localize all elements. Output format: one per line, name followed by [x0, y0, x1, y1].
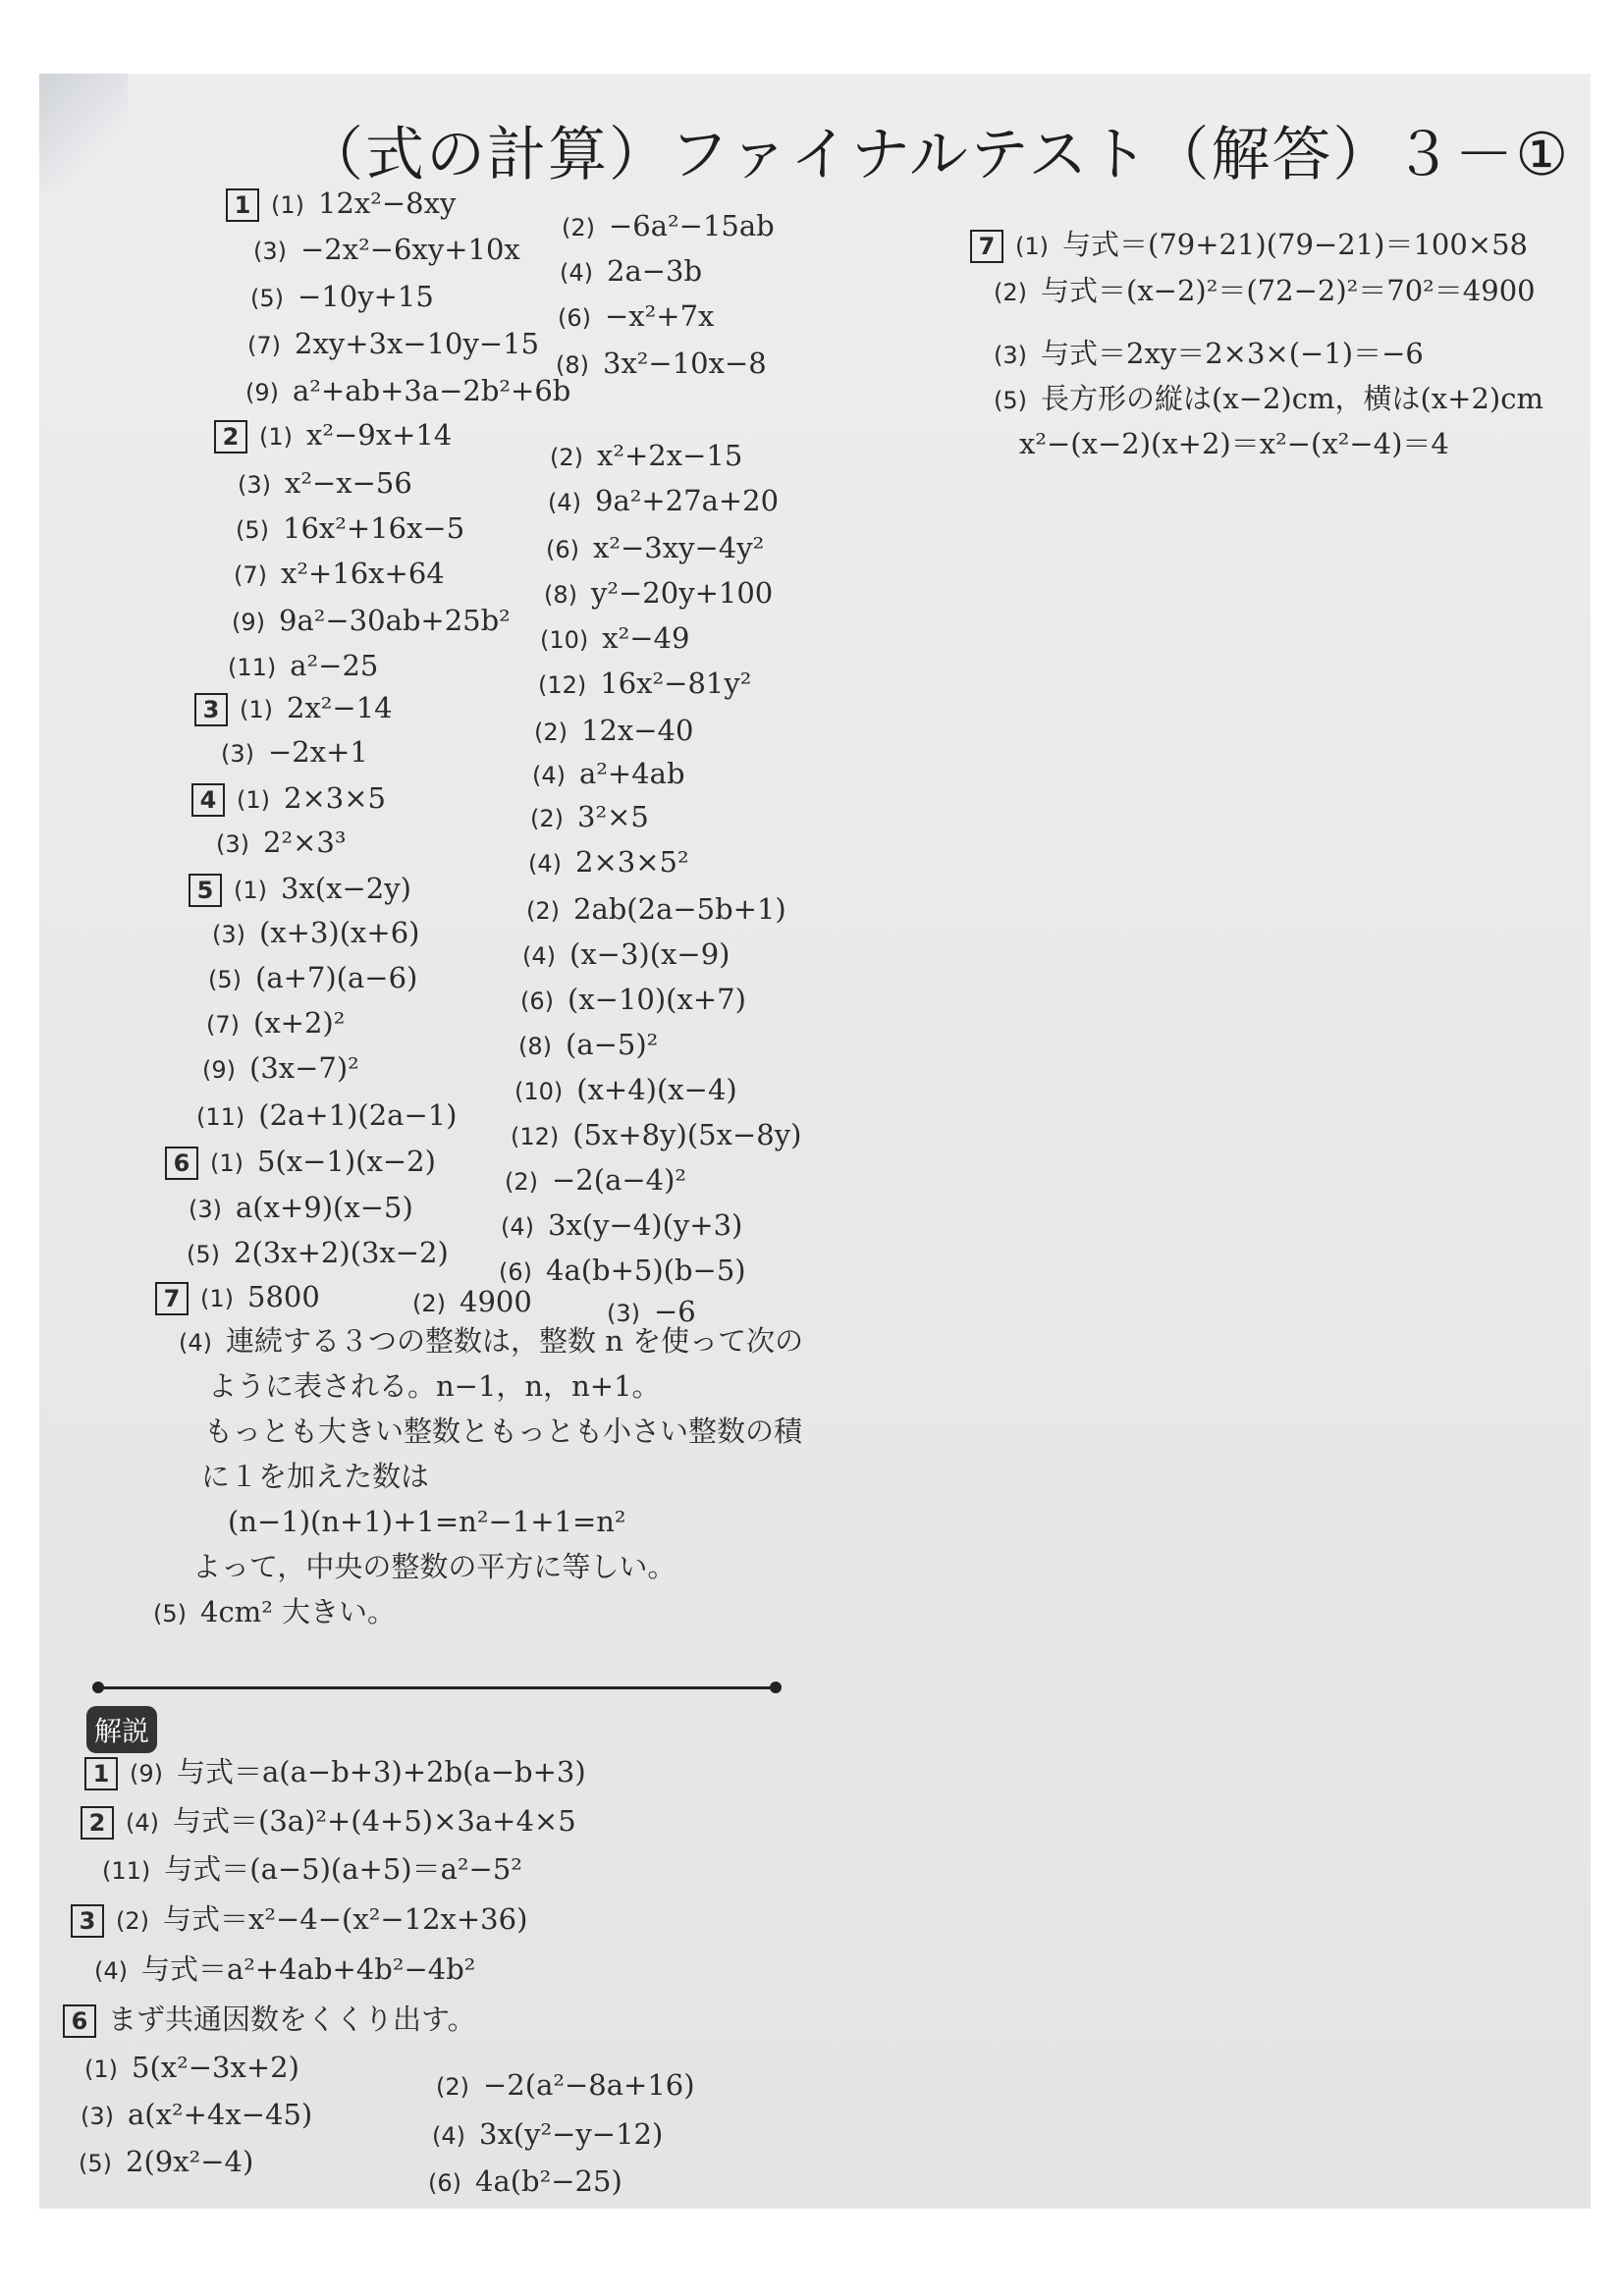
q2-2: (2) x²+2x−15	[550, 439, 743, 472]
separator-dot-right	[770, 1682, 782, 1693]
q5-7: (7) (x+2)²	[206, 1006, 346, 1040]
r7-3: (3) 与式＝2xy＝2×3×(−1)＝−6	[994, 337, 1424, 370]
q3-2: (2) 12x−40	[534, 714, 694, 747]
kaisetsu-line-6: 6 まず共通因数をくくり出す。	[63, 2004, 476, 2038]
q1-7: (7) 2xy+3x−10y−15	[247, 327, 540, 360]
r7-2: (2) 与式＝(x−2)²＝(72−2)²＝70²＝4900	[994, 274, 1536, 307]
q2-11: (11) a²−25	[228, 649, 379, 682]
q2-6: (6) x²−3xy−4y²	[546, 531, 765, 564]
q7-4-line2: ように表される。n−1，n，n+1。	[208, 1369, 661, 1403]
q2-5: (5) 16x²+16x−5	[236, 511, 465, 545]
q5-3: (3) (x+3)(x+6)	[212, 916, 420, 949]
kaisetsu-6-1: (1) 5(x²−3x+2)	[84, 2051, 299, 2084]
q5-6: (6) (x−10)(x+7)	[520, 983, 746, 1016]
q7-4-line5: (n−1)(n+1)+1=n²−1+1=n²	[228, 1505, 626, 1538]
q6-mark: 6	[165, 1147, 198, 1180]
q7-1: 7 (1) 5800	[155, 1282, 320, 1315]
q5-9: (9) (3x−7)²	[202, 1051, 359, 1085]
q5-1: 5 (1) 3x(x−2y)	[189, 874, 411, 907]
q5-4: (4) (x−3)(x−9)	[522, 937, 730, 971]
q2-8: (8) y²−20y+100	[544, 576, 774, 610]
q2-7: (7) x²+16x+64	[234, 557, 445, 590]
r7-5-calc: x²−(x−2)(x+2)＝x²−(x²−4)＝4	[1019, 427, 1449, 460]
kaisetsu-6-4: (4) 3x(y²−y−12)	[432, 2117, 664, 2151]
q4-1: 4 (1) 2×3×5	[191, 783, 386, 817]
r7-mark: 7	[970, 230, 1003, 263]
q7-mark: 7	[155, 1282, 189, 1315]
q7-2: (2) 4900	[412, 1285, 532, 1318]
q2-12: (12) 16x²−81y²	[538, 667, 752, 700]
q6-3: (3) a(x+9)(x−5)	[189, 1191, 413, 1224]
r7-1: 7 (1) 与式＝(79+21)(79−21)＝100×58	[970, 230, 1528, 263]
q3-mark: 3	[194, 693, 228, 726]
kaisetsu-6-5: (5) 2(9x²−4)	[79, 2145, 254, 2178]
q7-4-line4: に１を加えた数は	[201, 1460, 430, 1493]
q7-3: (3) −6	[607, 1295, 696, 1328]
q6-5: (5) 2(3x+2)(3x−2)	[187, 1236, 449, 1269]
q4-4: (4) 2×3×5²	[528, 845, 689, 879]
q7-4-line3: もっとも大きい整数ともっとも小さい整数の積	[204, 1415, 803, 1448]
kaisetsu-line-5: (4) 与式＝a²+4ab+4b²−4b²	[94, 1952, 476, 1986]
q5-5: (5) (a+7)(a−6)	[208, 961, 418, 994]
q7-4-line1: (4) 連続する３つの整数は，整数 n を使って次の	[179, 1324, 804, 1358]
q2-10: (10) x²−49	[540, 621, 690, 655]
q1-5: (5) −10y+15	[250, 280, 434, 313]
q7-4-line6: よって，中央の整数の平方に等しい。	[192, 1550, 676, 1583]
q5-mark: 5	[189, 874, 222, 907]
kaisetsu-line-3: (11) 与式＝(a−5)(a+5)＝a²−5²	[102, 1852, 522, 1886]
q3-4: (4) a²+4ab	[532, 757, 685, 790]
q4-3: (3) 2²×3³	[216, 826, 347, 859]
kaisetsu-line-4: 3 (2) 与式＝x²−4−(x²−12x+36)	[71, 1904, 527, 1938]
separator-line	[98, 1686, 776, 1689]
q1-4: (4) 2a−3b	[560, 254, 703, 288]
q4-mark: 4	[191, 783, 225, 817]
q6-4: (4) 3x(y−4)(y+3)	[501, 1208, 743, 1242]
q3-3: (3) −2x+1	[221, 735, 368, 769]
q1-9: (9) a²+ab+3a−2b²+6b	[245, 374, 571, 407]
q5-11: (11) (2a+1)(2a−1)	[196, 1098, 458, 1132]
q2-1: 2 (1) x²−9x+14	[214, 420, 452, 454]
q3-1: 3 (1) 2x²−14	[194, 693, 393, 726]
q6-6: (6) 4a(b+5)(b−5)	[499, 1254, 746, 1287]
kaisetsu-line-2: 2 (4) 与式＝(3a)²+(4+5)×3a+4×5	[81, 1806, 576, 1840]
q1-8: (8) 3x²−10x−8	[556, 347, 767, 380]
q2-3: (3) x²−x−56	[238, 466, 412, 500]
kaisetsu-6-6: (6) 4a(b²−25)	[428, 2164, 622, 2198]
q6-2: (2) −2(a−4)²	[505, 1163, 687, 1197]
page-shadow	[39, 74, 128, 191]
q1-2: (2) −6a²−15ab	[562, 209, 775, 242]
page-title: （式の計算）ファイナルテスト（解答）３－①	[304, 121, 1571, 189]
q5-12: (12) (5x+8y)(5x−8y)	[511, 1118, 802, 1151]
kaisetsu-6-2: (2) −2(a²−8a+16)	[436, 2068, 695, 2102]
q1-mark: 1	[226, 188, 259, 222]
q7-5: (5) 4cm² 大きい。	[153, 1595, 397, 1629]
kaisetsu-6-3: (3) a(x²+4x−45)	[81, 2098, 313, 2131]
q2-4: (4) 9a²+27a+20	[548, 484, 780, 517]
q5-8: (8) (a−5)²	[518, 1028, 659, 1061]
q5-10: (10) (x+4)(x−4)	[514, 1073, 737, 1106]
kaisetsu-label: 解説	[86, 1706, 157, 1753]
r7-5: (5) 長方形の縦は(x−2)cm，横は(x+2)cm	[994, 382, 1543, 415]
q2-9: (9) 9a²−30ab+25b²	[232, 604, 511, 637]
q1-3: (3) −2x²−6xy+10x	[253, 233, 520, 266]
kaisetsu-line-1: 1 (9) 与式＝a(a−b+3)+2b(a−b+3)	[84, 1757, 586, 1790]
q1-6: (6) −x²+7x	[558, 299, 715, 333]
q1-1: 1 (1) 12x²−8xy	[226, 188, 456, 222]
q4-2: (2) 3²×5	[530, 800, 649, 833]
q2-mark: 2	[214, 420, 247, 454]
q5-2: (2) 2ab(2a−5b+1)	[526, 892, 786, 926]
q6-1: 6 (1) 5(x−1)(x−2)	[165, 1147, 436, 1180]
